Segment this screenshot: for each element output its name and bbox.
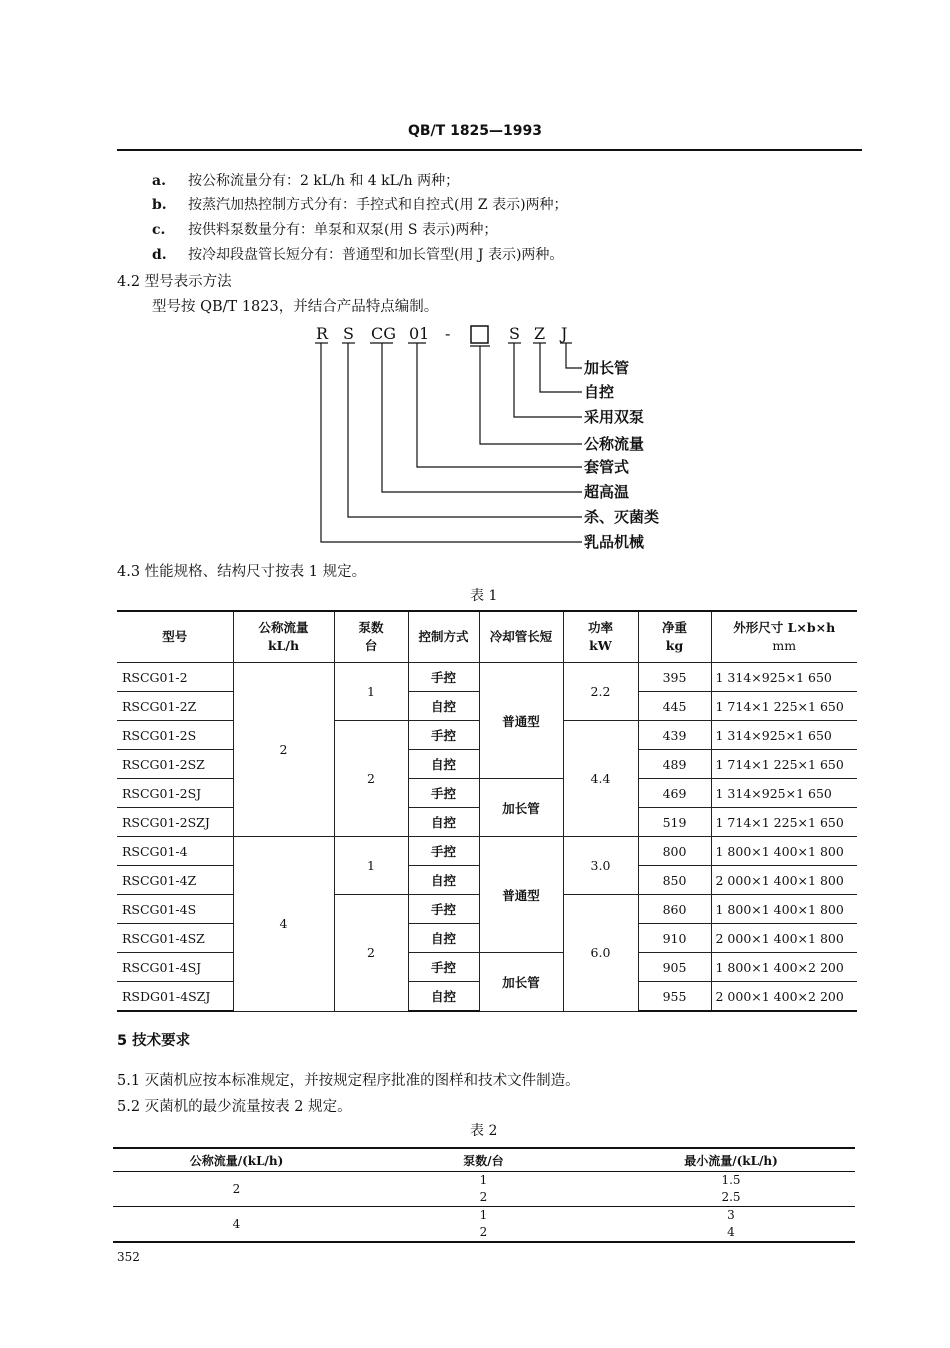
table2-header-row	[113, 1148, 855, 1172]
th-dims-unit: mm	[772, 638, 797, 653]
list-label: b.	[152, 197, 167, 213]
th-pumps	[334, 611, 408, 663]
code-letter-s: S	[343, 324, 354, 343]
cell-model: RSDG01-4SZJ	[117, 982, 233, 1012]
table-row	[117, 779, 857, 808]
label-nominal-flow: 公称流量	[584, 435, 645, 453]
cell-power: 2.2	[563, 663, 638, 721]
th-weight-unit: kg	[665, 638, 684, 653]
cell-model: RSCG01-2Z	[117, 692, 233, 721]
cell-min-flow: 2.5	[607, 1189, 855, 1207]
th-dims	[711, 611, 857, 663]
page-number: 352	[117, 1250, 140, 1264]
section-5-heading: 5 技术要求	[117, 1033, 191, 1049]
header-rule	[117, 149, 862, 151]
cell-cooling: 加长管	[479, 953, 563, 1012]
table2-caption: 表 2	[470, 1123, 498, 1139]
cell-control: 手控	[408, 837, 479, 866]
cell-dims: 2 000×1 400×1 800	[711, 924, 857, 953]
cell-control: 手控	[408, 663, 479, 692]
th-weight-name: 净重	[661, 620, 687, 635]
cell-dims: 1 314×925×1 650	[711, 721, 857, 750]
cell-pumps: 1	[334, 837, 408, 895]
th-cooling: 冷却管长短	[479, 611, 563, 663]
cell-pump-count: 2	[360, 1189, 607, 1207]
list-text: 按蒸汽加热控制方式分有：手控式和自控式(用 Z 表示)两种；	[188, 197, 568, 213]
code-letter-s2: S	[509, 324, 520, 343]
cell-min-flow: 4	[607, 1224, 855, 1242]
cell-control: 自控	[408, 750, 479, 779]
th-pump-count: 泵数/台	[360, 1148, 607, 1172]
cell-control: 自控	[408, 808, 479, 837]
table-row	[117, 953, 857, 982]
cell-weight: 910	[638, 924, 711, 953]
label-dairy-machinery: 乳品机械	[584, 533, 645, 551]
list-label: a.	[152, 173, 166, 189]
cell-control: 手控	[408, 953, 479, 982]
table1-header-row	[117, 611, 857, 663]
cell-model: RSCG01-2SZJ	[117, 808, 233, 837]
cell-weight: 800	[638, 837, 711, 866]
section-5-1-text: 5.1 灭菌机应按本标准规定，并按规定程序批准的图样和技术文件制造。	[117, 1073, 580, 1089]
cell-model: RSCG01-4S	[117, 895, 233, 924]
cell-cooling: 加长管	[479, 779, 563, 837]
cell-model: RSCG01-4SJ	[117, 953, 233, 982]
cell-weight: 395	[638, 663, 711, 692]
cell-pump-count: 1	[479, 1208, 488, 1222]
cell-nominal-flow: 4	[113, 1207, 360, 1243]
classification-item-b	[152, 194, 568, 214]
cell-control: 手控	[408, 779, 479, 808]
th-flow-unit: kL/h	[267, 638, 300, 653]
classification-item-a	[152, 170, 459, 190]
label-tube-type: 套管式	[584, 458, 630, 476]
model-code-diagram	[300, 320, 700, 560]
cell-model: RSCG01-2SZ	[117, 750, 233, 779]
cell-dims: 1 800×1 400×1 800	[711, 895, 857, 924]
code-letter-z: Z	[534, 324, 546, 343]
section-4-2-heading: 4.2 型号表示方法	[117, 274, 232, 290]
code-letter-j: J	[561, 324, 568, 343]
cell-dims: 1 714×1 225×1 650	[711, 692, 857, 721]
label-uht: 超高温	[584, 483, 630, 501]
table-row	[117, 837, 857, 866]
cell-cooling: 普通型	[479, 663, 563, 779]
cell-power: 3.0	[563, 837, 638, 895]
th-pumps-unit: 台	[364, 638, 378, 653]
table1-caption: 表 1	[470, 588, 498, 604]
cell-weight: 519	[638, 808, 711, 837]
cell-cooling: 普通型	[479, 837, 563, 953]
cell-dims: 1 314×925×1 650	[711, 663, 857, 692]
flow-placeholder-box	[471, 326, 488, 343]
cell-pumps: 2	[334, 721, 408, 837]
th-min-flow: 最小流量/(kL/h)	[607, 1148, 855, 1172]
cell-weight: 860	[638, 895, 711, 924]
cell-pump-count: 2	[360, 1224, 607, 1242]
label-extended-tube: 加长管	[584, 359, 630, 377]
th-control: 控制方式	[408, 611, 479, 663]
th-nominal-flow: 公称流量/(kL/h)	[113, 1148, 360, 1172]
code-letter-r: R	[316, 324, 329, 343]
list-text: 按公称流量分有：2 kL/h 和 4 kL/h 两种；	[188, 173, 460, 189]
th-model: 型号	[117, 611, 233, 663]
cell-control: 手控	[408, 721, 479, 750]
table-row	[113, 1172, 855, 1190]
classification-item-d	[152, 244, 563, 264]
cell-weight: 850	[638, 866, 711, 895]
cell-pumps: 1	[334, 663, 408, 721]
cell-weight: 439	[638, 721, 711, 750]
label-dual-pump: 采用双泵	[584, 408, 645, 426]
standard-header: QB/T 1825—1993	[407, 123, 543, 139]
table-row	[117, 663, 857, 692]
section-4-2-text: 型号按 QB/T 1823，并结合产品特点编制。	[152, 299, 439, 315]
th-dims-name: 外形尺寸 L×b×h	[733, 620, 836, 635]
cell-min-flow: 3	[727, 1208, 735, 1222]
table-2	[113, 1147, 855, 1243]
cell-model: RSCG01-4	[117, 837, 233, 866]
list-text: 按冷却段盘管长短分有：普通型和加长管型(用 J 表示)两种。	[188, 247, 564, 263]
th-power	[563, 611, 638, 663]
cell-weight: 905	[638, 953, 711, 982]
section-4-3-text: 4.3 性能规格、结构尺寸按表 1 规定。	[117, 564, 367, 580]
table-row	[113, 1207, 855, 1225]
cell-control: 手控	[408, 895, 479, 924]
th-power-name: 功率	[587, 620, 613, 635]
code-letter-cg: CG	[371, 324, 397, 343]
cell-power: 4.4	[563, 721, 638, 837]
th-flow-name: 公称流量	[258, 620, 309, 635]
cell-min-flow: 1.5	[721, 1173, 741, 1187]
label-auto-control: 自控	[584, 383, 615, 401]
cell-power: 6.0	[563, 895, 638, 1012]
cell-weight: 489	[638, 750, 711, 779]
cell-model: RSCG01-2	[117, 663, 233, 692]
code-letter-01: 01	[409, 324, 430, 343]
cell-model: RSCG01-2SJ	[117, 779, 233, 808]
th-pumps-name: 泵数	[358, 620, 384, 635]
cell-dims: 1 714×1 225×1 650	[711, 750, 857, 779]
th-flow	[233, 611, 334, 663]
cell-model: RSCG01-4SZ	[117, 924, 233, 953]
cell-dims: 2 000×1 400×1 800	[711, 866, 857, 895]
cell-model: RSCG01-4Z	[117, 866, 233, 895]
th-weight	[638, 611, 711, 663]
classification-item-c	[152, 219, 497, 239]
cell-control: 自控	[408, 692, 479, 721]
list-text: 按供料泵数量分有：单泵和双泵(用 S 表示)两种；	[188, 222, 498, 238]
cell-nominal-flow: 2	[113, 1172, 360, 1207]
cell-control: 自控	[408, 924, 479, 953]
section-5-2-text: 5.2 灭菌机的最少流量按表 2 规定。	[117, 1099, 352, 1115]
cell-model: RSCG01-2S	[117, 721, 233, 750]
cell-flow: 2	[233, 663, 334, 837]
cell-pumps: 2	[334, 895, 408, 1012]
cell-weight: 955	[638, 982, 711, 1012]
cell-control: 自控	[408, 982, 479, 1012]
th-power-unit: kW	[589, 638, 612, 653]
cell-dims: 1 314×925×1 650	[711, 779, 857, 808]
list-label: c.	[152, 222, 166, 238]
code-letter-dash: -	[445, 324, 451, 343]
cell-weight: 469	[638, 779, 711, 808]
cell-dims: 2 000×1 400×2 200	[711, 982, 857, 1012]
cell-dims: 1 714×1 225×1 650	[711, 808, 857, 837]
cell-flow: 4	[233, 837, 334, 1012]
list-label: d.	[152, 247, 167, 263]
cell-weight: 445	[638, 692, 711, 721]
label-sterilizer-class: 杀、灭菌类	[584, 508, 660, 526]
cell-dims: 1 800×1 400×1 800	[711, 837, 857, 866]
cell-control: 自控	[408, 866, 479, 895]
cell-dims: 1 800×1 400×2 200	[711, 953, 857, 982]
cell-pump-count: 1	[479, 1173, 488, 1187]
table-1	[117, 610, 857, 1012]
